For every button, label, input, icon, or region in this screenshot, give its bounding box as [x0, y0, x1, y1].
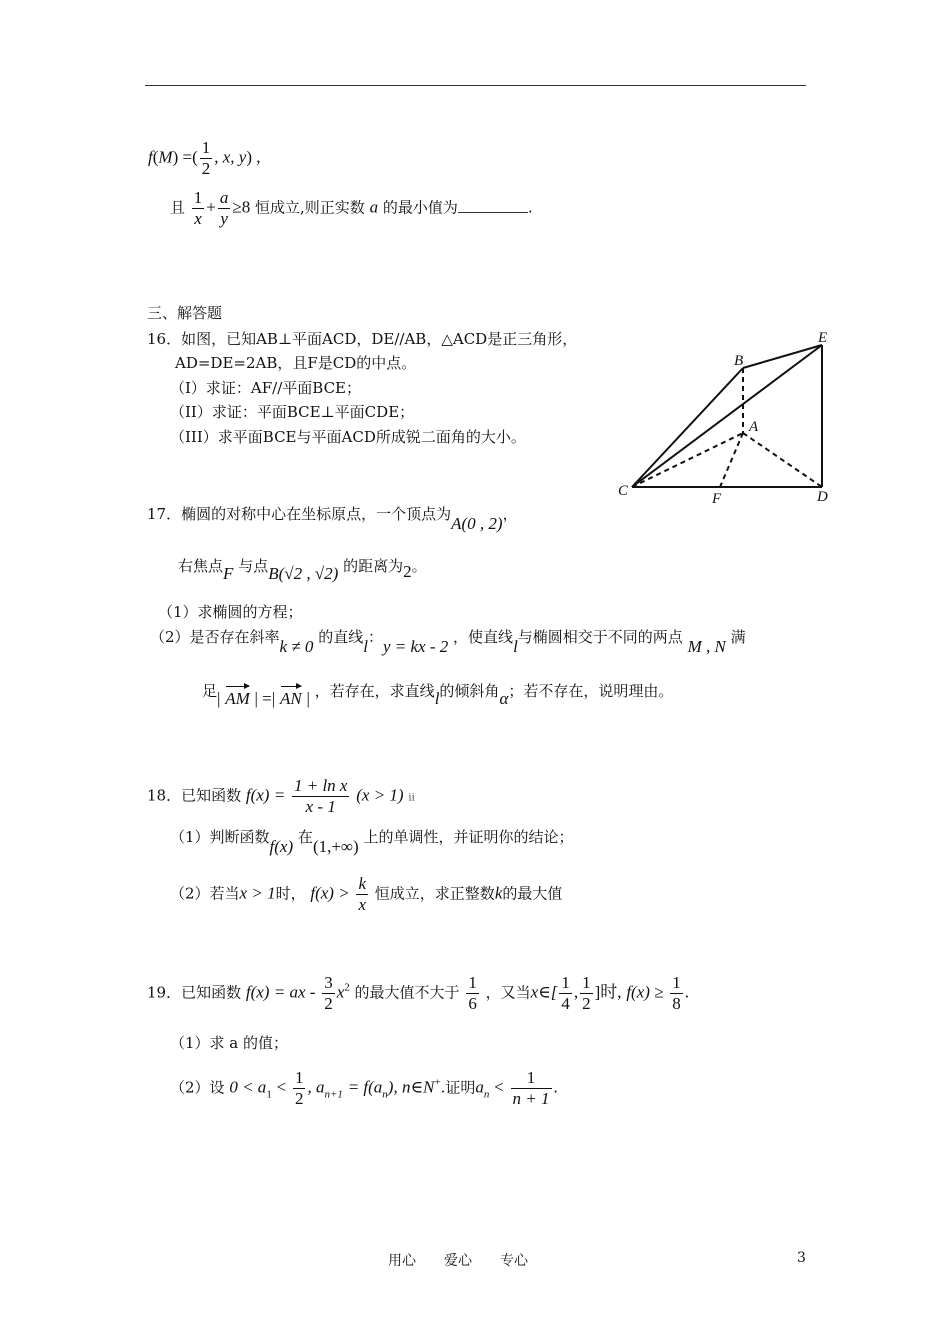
q16-line1: 16．如图，已知AB⊥平面ACD，DE//AB，△ACD是正三角形，: [147, 330, 578, 348]
q19-stem: 19．已知函数 f(x) = ax - $\frac{3}{2}$ $x^2$ 的最大值不大于 $\frac{1}{6}$ ，又当x∈[ $\frac{1}{4}$ , $\frac{1}{2}$ ]时, f(x) ≥ $\frac{1}{8}$ .: [147, 973, 690, 1013]
q16-line2: AD=DE=2AB，且F是CD的中点。: [175, 354, 417, 372]
edge-CE: [632, 345, 822, 487]
edge-AD: [743, 433, 822, 487]
q18-stem: 18．已知函数 f(x) = $\frac{\text{1 + ln x}}{x - 1}$ (x > 1) ⅱ: [147, 776, 415, 816]
q17-line2: 右焦点F 与点B(√2 , √2) 的距离为2。: [178, 557, 427, 583]
edge-AF: [720, 433, 743, 487]
q17-item2-cont: 足| AM | =| AN | ，若存在，求直线l的倾斜角α；若不存在，说明理由。: [202, 682, 674, 708]
label-B: B: [734, 353, 744, 369]
problem-15-line: 且 $\frac{1}{x}$ + $\frac{a}{y}$ ≥8 恒成立,则正实数 a 的最小值为 .: [170, 188, 533, 228]
label-C: C: [618, 483, 629, 499]
label-A: A: [749, 419, 759, 435]
page-number: 3: [797, 1250, 806, 1266]
section-title: 三、解答题: [147, 304, 223, 322]
header-rule: [145, 85, 806, 86]
label-F: F: [712, 491, 722, 507]
geometry-figure: [610, 325, 840, 510]
q18-item1: （1）判断函数f(x) 在(1,+∞) 上的单调性，并证明你的结论；: [170, 828, 574, 856]
q19-item2: （2）设 $0 < a_1$ < $\frac{1}{2}$ , $a_{n+1} = f(a_n)$, n∈N+.证明$a_n$ < $\frac{1}{n + 1}$ .: [170, 1068, 558, 1108]
q17-item2: （2）是否存在斜率k ≠ 0 的直线l：y = kx - 2 ，使直线l与椭圆相交于不同的两点 M , N 满: [150, 628, 746, 656]
fM-expression: f(M) =( $\frac{1}{2}$ , x, y) ,: [148, 138, 261, 178]
label-D: D: [817, 489, 828, 505]
label-E: E: [818, 330, 828, 346]
q16-item2: （II）求证：平面BCE⊥平面CDE；: [170, 403, 415, 421]
edge-CA: [632, 433, 743, 487]
q16-item3: （III）求平面BCE与平面ACD所成锐二面角的大小。: [170, 428, 526, 446]
q18-item2: （2）若当x > 1时， f(x) > $\frac{k}{x}$ 恒成立，求正整数k的最大值: [170, 874, 563, 914]
edge-BE: [743, 345, 822, 368]
answer-blank: [458, 198, 528, 213]
q16-item1: （I）求证：AF//平面BCE；: [170, 379, 362, 397]
edge-CB: [632, 368, 743, 487]
q17-line1: 17．椭圆的对称中心在坐标原点，一个顶点为A(0 , 2)，: [147, 505, 518, 533]
footer-motto: 用心 爱心 专心: [388, 1253, 528, 1269]
q17-item1: （1）求椭圆的方程；: [158, 603, 303, 621]
q19-item1: （1）求 a 的值；: [170, 1034, 289, 1052]
